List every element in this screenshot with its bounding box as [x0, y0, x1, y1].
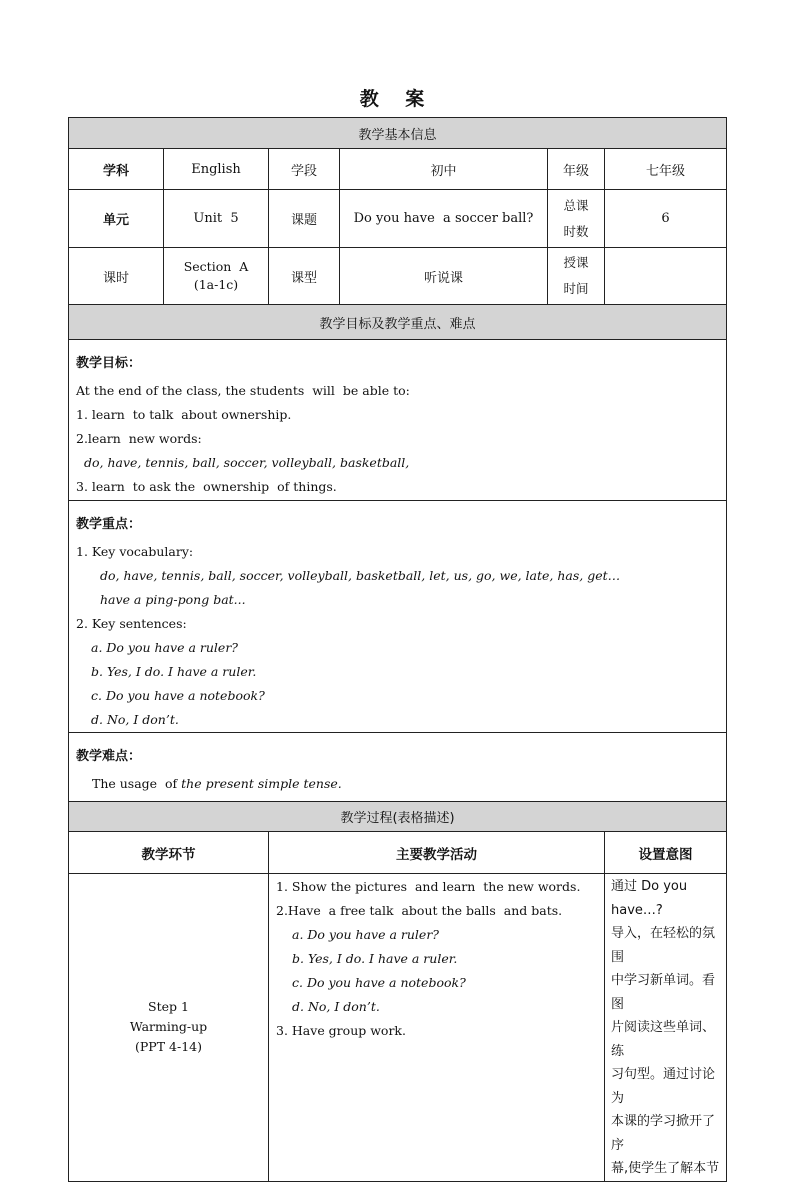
goal-item-3: 3. learn to ask the ownership of things.: [76, 479, 337, 494]
step1-activities-cell: [269, 874, 605, 1182]
topic-value: Do you have a soccer ball?: [340, 190, 548, 248]
difficulty-cell: [69, 733, 727, 802]
subject-label: 学科: [69, 149, 164, 190]
period-value-line2: (1a-1c): [193, 277, 239, 292]
process-col-purpose: 设置意图: [605, 832, 727, 874]
step1-purpose-line: 本课的学习掀开了序: [611, 1114, 716, 1153]
process-header: 教学过程(表格描述): [69, 802, 727, 832]
stage-label: 学段: [269, 149, 340, 190]
step1-activity-2: 2.Have a free talk about the balls and bats.: [276, 903, 563, 918]
basic-info-header: 教学基本信息: [69, 118, 727, 149]
topic-label: 课题: [269, 190, 340, 248]
step1-name: Step 1: [148, 999, 189, 1015]
grade-value: 七年级: [605, 149, 727, 190]
page-title: 教 案: [359, 88, 435, 110]
difficulty-text: [76, 772, 719, 796]
goal-item-2: 2.learn new words:: [76, 431, 202, 446]
step1-purpose-line: 通过 Do you have…?: [611, 879, 688, 918]
step1-purpose-cell: [605, 874, 727, 1182]
goal-item-2-words: do, have, tennis, ball, soccer, volleyball, basketball,: [84, 455, 410, 470]
objectives-header: 教学目标及教学重点、难点: [69, 305, 727, 340]
step1-ppt: (PPT 4-14): [135, 1039, 202, 1055]
key-vocabulary-line1: do, have, tennis, ball, soccer, volleyball, basketball, let, us, go, we, late, has, get…: [100, 568, 621, 583]
period-label: 课时: [69, 248, 164, 305]
step1-activity-1: 1. Show the pictures and learn the new words.: [276, 879, 581, 894]
key-sentence-a: a. Do you have a ruler?: [91, 640, 238, 655]
teaching-time-label: [548, 248, 605, 305]
total-hours-label: [548, 190, 605, 248]
key-vocabulary-label: 1. Key vocabulary:: [76, 544, 194, 559]
step1-purpose-line: 片阅读这些单词、练: [611, 1020, 716, 1059]
key-points-cell: [69, 501, 727, 733]
step1-activity-3: 3. Have group work.: [276, 1023, 406, 1038]
goal-item-1: 1. learn to talk about ownership.: [76, 407, 292, 422]
period-value-line1: Section A: [183, 259, 249, 274]
teaching-time-label-line1: 授课: [563, 255, 589, 270]
unit-label: 单元: [69, 190, 164, 248]
difficulty-tense: the present simple tense.: [181, 776, 342, 791]
lesson-type-value: 听说课: [340, 248, 548, 305]
key-vocabulary-line2: have a ping-pong bat...: [100, 592, 246, 607]
teaching-time-value: [605, 248, 727, 305]
step1-subtitle: Warming-up: [129, 1019, 208, 1035]
key-sentences-label: 2. Key sentences:: [76, 616, 187, 631]
step1-purpose-line: 幕,使学生了解本节: [611, 1161, 720, 1176]
step1-sentence-b: b. Yes, I do. I have a ruler.: [292, 951, 458, 966]
teaching-time-label-line2: 时间: [563, 281, 589, 296]
total-hours-label-line2: 时数: [563, 223, 589, 239]
subject-value: English: [164, 149, 269, 190]
grade-label: 年级: [548, 149, 605, 190]
stage-value: 初中: [340, 149, 548, 190]
teaching-goals-cell: [69, 340, 727, 501]
key-points-heading: 教学重点：: [76, 517, 142, 532]
step1-purpose-line: 习句型。通过讨论为: [611, 1067, 716, 1106]
key-sentence-b: b. Yes, I do. I have a ruler.: [91, 664, 257, 679]
process-col-activities: 主要教学活动: [269, 832, 605, 874]
difficulty-heading: 教学难点：: [76, 749, 142, 764]
unit-value: Unit 5: [164, 190, 269, 248]
process-col-stage: 教学环节: [69, 832, 269, 874]
step1-sentence-c: c. Do you have a notebook?: [292, 975, 466, 990]
step1-purpose-line: 中学习新单词。看图: [611, 973, 716, 1012]
key-sentence-d: d. No, I don’t.: [91, 712, 179, 727]
step1-sentence-d: d. No, I don’t.: [292, 999, 380, 1014]
key-sentence-c: c. Do you have a notebook?: [91, 688, 265, 703]
lesson-plan-table: [68, 117, 727, 1182]
total-hours-value: 6: [605, 190, 727, 248]
total-hours-label-line1: 总课: [563, 197, 589, 213]
period-value: [164, 248, 269, 305]
goals-intro: At the end of the class, the students will be able to:: [76, 383, 410, 398]
step1-sentence-a: a. Do you have a ruler?: [292, 927, 439, 942]
step1-stage-cell: [69, 874, 269, 1182]
step1-purpose-line: 导入，在轻松的氛围: [611, 926, 716, 965]
difficulty-prefix: The usage of: [92, 776, 182, 791]
lesson-type-label: 课型: [269, 248, 340, 305]
teaching-goals-heading: 教学目标：: [76, 356, 142, 371]
